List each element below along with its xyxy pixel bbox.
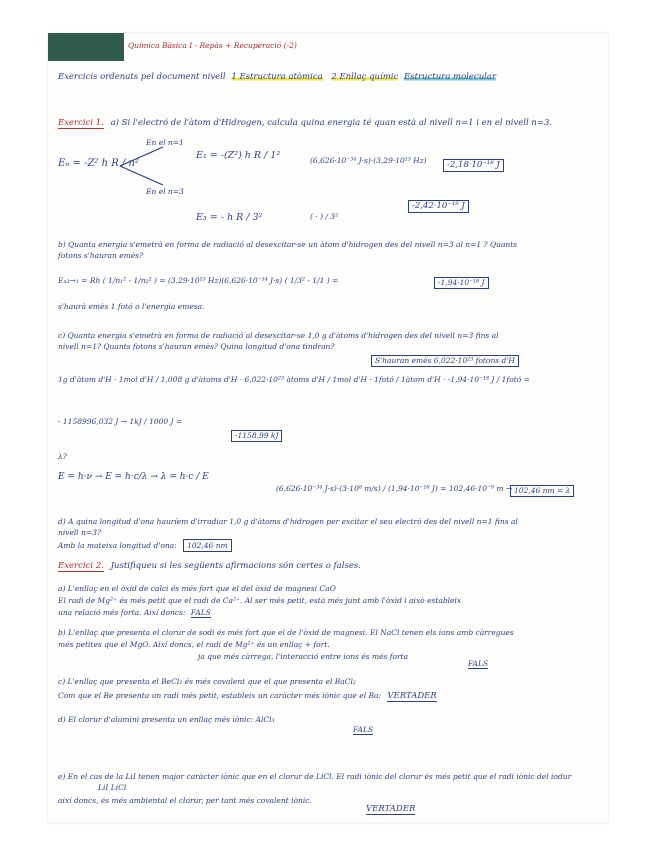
ex1-question-b-2: fotons s'hauran emès? [58,251,144,260]
ex1-b-result: -1,94·10⁻¹⁸ J [434,277,489,289]
ex1-c-lambda-result: 102,46 nm = λ [510,485,574,497]
ex1-d-answer [58,542,232,550]
ex1-b-note: s'haurà emès 1 fotó o l'energia emesa. [58,302,205,311]
ex2-intro: Justifiqueu si les següents afirmacions són certes o falses. [110,561,361,571]
ex2-a-line-3 [58,609,211,617]
ex1-question-a [58,119,552,128]
ex1-b-equation: Eₙ₃→₁ = Rh ( 1/n₁² - 1/n₂² ) = (3,29·10¹⁵ Hz)(6,626·10⁻³⁴ J·s) ( 1/3² - 1/1 ) = [58,276,339,285]
ex1-c-conversion-1: 1g d'àtom d'H · 1mol d'H / 1,008 g d'àtoms d'H · 6,022·10²³ àtoms d'H / 1mol d'H · 1fotó / 1àtom d'H · -1,94·10⁻¹⁸ J / 1fotó = [58,375,530,384]
page-tab-band [48,33,124,61]
subtitle-text: Exercicis ordenats pel document nivell [58,72,226,82]
ex1-c-lambda-calc: (6,626·10⁻³⁴ J·s)·(3·10⁸ m/s) / (1,94·10⁻¹⁸ J) = 102,46·10⁻⁹ m → [276,484,513,493]
topic-1-highlight: 1 Estructura atòmica [231,72,323,82]
ex1-a-text: a) Si l'electró de l'àtom d'Hidrogen, calcula quina energia té quan està al nivell n=1 i en el nivell n=3. [110,118,553,128]
ex1-c-conversion-2: - 1158996,032 J → 1kJ / 1000 J = [58,417,183,426]
ex1-heading: Exercici 1. [58,118,104,128]
ex1-n1-label: En el n=1 [146,138,184,147]
ex1-branch-arrows [118,138,188,191]
page-subtitle [58,73,496,82]
ex1-question-d-2: nivell n=3? [58,528,101,537]
ex2-b-answer: FALS [468,659,489,668]
topic-2b-highlight: Estructura molecular [404,72,497,82]
ex2-a-answer: FALS [190,608,211,617]
ex2-e-sublabels: LiI LiCl [98,783,127,792]
ex2-c-line-2 [58,692,437,701]
ex2-d-answer: FALS [353,725,374,734]
ex1-e3-result: -2,42·10⁻¹⁹ J [408,200,469,213]
ex1-question-b-1: b) Quanta energia s'emetrà en forma de radiació al desexcitar-se un àtom d'hidrogen des del nivell n=3 al n=1 ? Quants [58,240,518,249]
ex1-c-energy-result: -1158,99 kJ [231,430,282,442]
ex1-e1-result: -2,18·10⁻¹⁸ J [443,159,504,172]
page-title: Química Bàsica I - Repàs + Recuperació (-2) [128,41,297,50]
ex1-e3-formula: E₃ = - h R / 3² [196,212,263,223]
ex1-question-c-1: c) Quanta energia s'emetrà en forma de radiació al desexcitar-se 1,0 g d'àtoms d'hidrogen des del nivell n=3 fins al [58,331,499,340]
ex1-e1-formula: E₁ = -(Z²) h R / 1² [196,150,281,161]
ex2-c-line-2-text: Com que el Be presenta un radi més petit, estableix un caràcter més iònic que el Ba: [58,691,381,700]
ex1-n3-label: En el n=3 [146,187,184,196]
ex1-question-d-1: d) A quina longitud d'ona hauríem d'irradiar 1,0 g d'àtoms d'hidrogen per excitar el seu electró des del nivell n=1 fins al [58,517,518,526]
ex1-d-answer-text: Amb la mateixa longitud d'ona: [58,541,177,550]
ex1-e3-calc: ( · ) / 3² [310,212,339,221]
ex1-question-c-2: nivell n=1? Quants fotons s'hauran emès? Quina longitud d'ona tindran? [58,342,335,351]
ex2-a-line-3-text: una relació més forta. Així doncs: [58,608,186,617]
ex2-a-line-1: a) L'enllaç en el òxid de calci és més fort que el del òxid de magnesi CaO [58,584,336,593]
ex2-b-line-1: b) L'enllaç que presenta el clorur de sodi és més fort que el de l'òxid de magnesi. El NaCl tenen els ions amb càrregues [58,628,514,637]
ex2-b-line-3: ja que més càrrega, l'interacció entre ions és més forta [198,652,409,661]
ex1-d-result: 102,46 nm [183,539,232,552]
ex2-heading: Exercici 2. [58,561,104,571]
ex2-e-answer: VERTADER [366,804,416,814]
ex2-heading-line [58,562,361,571]
ex2-e-line-1: e) En el cas de la LiI tenen major caràcter iònic que en el clorur de LiCl. El radi iònic del clorur és més petit que el radi iònic del iodur [58,772,572,781]
ex2-c-answer: VERTADER [387,691,437,701]
notebook-page [48,33,608,823]
topic-2-highlight: 2 Enllaç químic [331,72,399,82]
ex1-c-photons-box: S'hauran emès 6,022·10²³ fotons d'H [371,355,519,367]
ex2-a-line-2: El radi de Mg²⁺ és més petit que el radi de Ca²⁺. Al ser més petit, està més junt amb l'òxid i això estableix [58,596,462,605]
ex2-e-line-2: així doncs, és més ambiental el clorur, per tant més covalent iònic. [58,796,312,805]
ex1-e1-calc: (6,626·10⁻³⁴ J·s)·(3,29·10¹⁵ Hz) [310,156,427,165]
ex1-c-lambda-question-mark: λ? [58,452,67,461]
ex2-d-line-1: d) El clorur d'alumini presenta un enllaç més iònic: AlCl₃ [58,715,275,724]
ex1-c-lambda-derivation: E = h·ν → E = h·c/λ → λ = h·c / E [58,472,209,482]
ex2-b-line-2: més petites que el MgO. Així doncs, el radi de Mg²⁺ és un enllaç + fort. [58,640,330,649]
ex1-a-general-formula: Eₙ = -Z² h R / n² [58,158,139,169]
ex2-c-line-1: c) L'enllaç que presenta el BeCl₂ és més covalent que el que presenta el BaCl₂ [58,677,356,686]
